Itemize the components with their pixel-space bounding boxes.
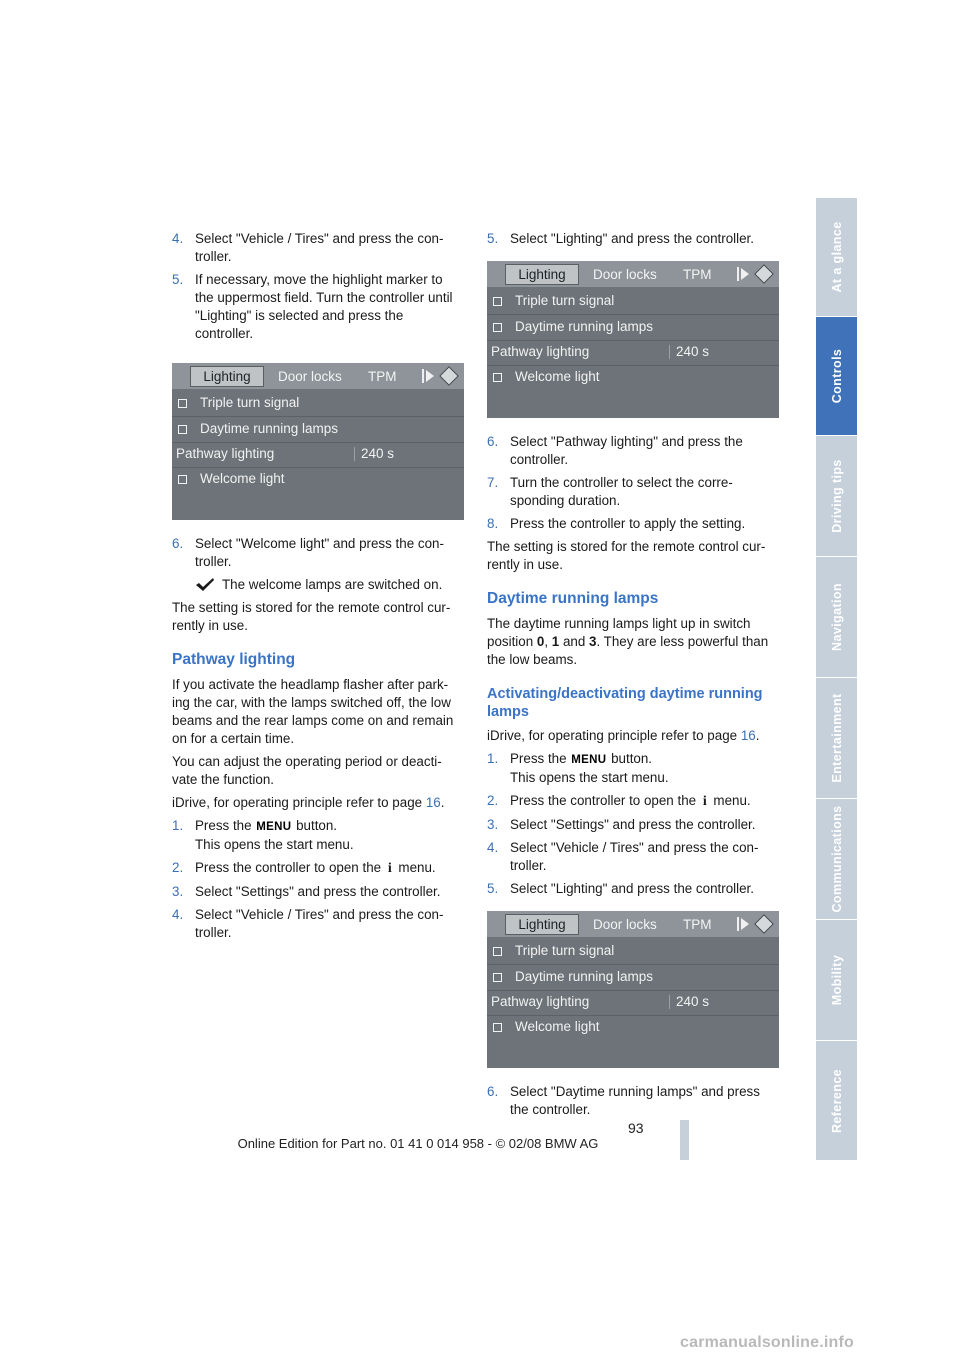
screen-row [172, 417, 464, 441]
sidebar-tab-label: At a glance [829, 221, 844, 293]
step-item [487, 474, 779, 510]
page-number: 93 [628, 1120, 644, 1136]
sidebar-tab-label: Reference [829, 1068, 844, 1133]
checkbox-icon [493, 297, 502, 306]
step-number: 5. [487, 881, 499, 896]
screen-row [487, 340, 779, 364]
screen-tab-tpm: TPM [683, 267, 712, 282]
sidebar-tab-label: Driving tips [829, 459, 844, 533]
step-item [172, 271, 464, 343]
step-number: 2. [487, 793, 499, 808]
step-number: 4. [172, 231, 184, 246]
sidebar-tab-controls[interactable] [816, 317, 857, 436]
step-text: Select "Daytime running lamps" and press the controller. [510, 1084, 760, 1117]
checkbox-icon [493, 373, 502, 382]
step-text: Select "Welcome light" and press the con-troller. [195, 536, 444, 569]
step-item [172, 535, 464, 571]
step-text: Press the [195, 818, 256, 833]
switch-position: 1 [551, 634, 560, 649]
body-text: If you activate the headlamp flasher after park-ing the car, with the lamps switched off, the low beams and the rear lamps come on and remain on for a certain time. [172, 677, 454, 746]
section-heading-pathway: Pathway lighting [172, 651, 296, 668]
sidebar-tab-reference[interactable] [816, 1041, 857, 1160]
pathway-value: 240 s [669, 995, 709, 1009]
step-item [172, 883, 464, 901]
arrow-right-icon [426, 370, 434, 382]
page-link[interactable]: 16 [740, 728, 756, 743]
checkbox-icon [493, 973, 502, 982]
info-icon: i [387, 861, 392, 876]
note-text: The welcome lamps are switched on. [222, 577, 443, 592]
scroll-right-icon [737, 917, 739, 931]
step-text: If necessary, move the highlight marker to the uppermost field. Turn the controller until "Lighting" is selected and press the controller. [195, 272, 453, 341]
screen-row [487, 365, 779, 389]
row-label: Welcome light [200, 471, 285, 486]
footer-bar [680, 1120, 689, 1160]
screen-tab-lighting: Lighting [190, 366, 264, 387]
step-text: Select "Lighting" and press the controller. [510, 881, 754, 896]
idrive-reference [487, 727, 779, 745]
screen-row [487, 965, 779, 989]
stored-text: The setting is stored for the remote control cur-rently in use. [487, 539, 766, 572]
step-number: 6. [487, 1084, 499, 1099]
step-text: Select "Pathway lighting" and press the controller. [510, 434, 743, 467]
sidebar-tab-entertainment[interactable] [816, 678, 857, 799]
step-number: 4. [172, 907, 184, 922]
sidebar-tab-communications[interactable] [816, 799, 857, 920]
row-label: Welcome light [515, 369, 600, 384]
result-note [172, 576, 464, 594]
row-label: Pathway lighting [491, 344, 590, 359]
body-text: You can adjust the operating period or deacti-vate the function. [172, 754, 442, 787]
separator: , [544, 634, 552, 649]
left-column [172, 230, 464, 947]
sidebar-tab-label: Entertainment [829, 693, 844, 783]
row-label: Triple turn signal [515, 293, 615, 308]
step-item [487, 816, 779, 834]
row-label: Triple turn signal [515, 943, 615, 958]
screen-tab-tpm: TPM [683, 917, 712, 932]
checkbox-icon [493, 323, 502, 332]
step-text: Select "Vehicle / Tires" and press the con-troller. [195, 907, 444, 940]
body-text-part: . They are less powerful than the low beams. [487, 634, 769, 667]
reference-text: iDrive, for operating principle refer to page [172, 795, 426, 810]
row-label: Daytime running lamps [200, 421, 339, 436]
step-number: 3. [172, 884, 184, 899]
screen-row [172, 391, 464, 415]
idrive-reference [172, 794, 464, 812]
step-text: Select "Lighting" and press the controller. [510, 231, 754, 246]
step-text: Press the controller to open the [195, 860, 385, 875]
checkbox-icon [493, 1023, 502, 1032]
body-text-part: The daytime running lamps light up in switch position [487, 616, 751, 649]
row-label: Pathway lighting [176, 446, 275, 461]
screen-row [487, 939, 779, 963]
sidebar-tab-driving-tips[interactable] [816, 436, 857, 557]
step-text: Press the [510, 751, 571, 766]
screen-row [487, 315, 779, 339]
page-link[interactable]: 16 [425, 795, 441, 810]
scroll-right-icon [422, 369, 424, 383]
step-item [172, 906, 464, 942]
step-text: This opens the start menu. [510, 770, 669, 785]
reference-suffix: . [755, 728, 760, 743]
screen-row [487, 289, 779, 313]
menu-button-icon: MENU [570, 751, 607, 769]
step-text: Turn the controller to select the corre-sponding duration. [510, 475, 733, 508]
checkbox-icon [493, 947, 502, 956]
step-number: 4. [487, 840, 499, 855]
row-label: Pathway lighting [491, 994, 590, 1009]
idrive-screen-lighting [487, 261, 779, 418]
screen-row [487, 1015, 779, 1039]
reference-text: iDrive, for operating principle refer to page [487, 728, 741, 743]
checkbox-icon [178, 475, 187, 484]
menu-button-icon: MENU [255, 818, 292, 836]
idrive-screen-lighting [487, 911, 779, 1068]
step-item [487, 433, 779, 469]
screen-tab-lighting: Lighting [505, 264, 579, 285]
sidebar-tab-mobility[interactable] [816, 920, 857, 1041]
chapter-sidebar [816, 198, 857, 1160]
checkbox-icon [178, 425, 187, 434]
right-column [487, 230, 779, 1124]
scroll-right-icon [737, 267, 739, 281]
step-item [487, 1083, 779, 1119]
footer-text: Online Edition for Part no. 01 41 0 014 958 - © 02/08 BMW AG [237, 1136, 599, 1151]
step-number: 5. [487, 231, 499, 246]
step-item [487, 750, 779, 787]
row-label: Daytime running lamps [515, 969, 654, 984]
screen-tab-door-locks: Door locks [278, 369, 342, 384]
sidebar-tab-label: Controls [829, 348, 844, 404]
step-text: Select "Settings" and press the controller. [195, 884, 441, 899]
separator: and [559, 634, 590, 649]
step-item [487, 792, 779, 811]
sidebar-tab-at-a-glance[interactable] [816, 198, 857, 317]
screen-tab-lighting: Lighting [505, 914, 579, 935]
step-number: 1. [172, 818, 184, 833]
body-text [487, 615, 779, 669]
sidebar-tab-label: Communications [829, 805, 844, 913]
subsection-heading: Activating/deactivating daytime running lamps [487, 686, 763, 720]
info-icon: i [702, 794, 707, 809]
row-label: Welcome light [515, 1019, 600, 1034]
sidebar-tab-navigation[interactable] [816, 557, 857, 678]
step-text: menu. [709, 793, 751, 808]
switch-position: 0 [536, 634, 545, 649]
step-text: Select "Vehicle / Tires" and press the con-troller. [510, 840, 759, 873]
step-text: menu. [394, 860, 436, 875]
step-item [487, 230, 779, 248]
step-number: 6. [172, 536, 184, 551]
step-item [172, 859, 464, 878]
pathway-value: 240 s [669, 345, 709, 359]
section-heading-daytime: Daytime running lamps [487, 590, 659, 607]
sidebar-tab-label: Navigation [829, 583, 844, 651]
step-number: 7. [487, 475, 499, 490]
step-item [172, 817, 464, 854]
screen-tab-tpm: TPM [368, 369, 397, 384]
step-number: 3. [487, 817, 499, 832]
step-text: This opens the start menu. [195, 837, 354, 852]
step-number: 8. [487, 516, 499, 531]
screen-row [172, 442, 464, 466]
idrive-screen-lighting [172, 363, 464, 520]
step-item [487, 880, 779, 898]
watermark: carmanualsonline.info [680, 1334, 855, 1351]
switch-position: 3 [589, 634, 597, 649]
step-text: button. [607, 751, 653, 766]
step-number: 5. [172, 272, 184, 287]
step-number: 1. [487, 751, 499, 766]
pathway-value: 240 s [354, 447, 394, 461]
step-item [487, 515, 779, 533]
arrow-right-icon [741, 268, 749, 280]
screen-tab-door-locks: Door locks [593, 267, 657, 282]
step-item [172, 230, 464, 266]
screen-row [487, 990, 779, 1014]
sidebar-tab-label: Mobility [829, 954, 844, 1006]
arrow-right-icon [741, 918, 749, 930]
row-label: Daytime running lamps [515, 319, 654, 334]
row-label: Triple turn signal [200, 395, 300, 410]
step-number: 6. [487, 434, 499, 449]
screen-tab-door-locks: Door locks [593, 917, 657, 932]
step-text: button. [292, 818, 338, 833]
step-text: Press the controller to open the [510, 793, 700, 808]
screen-row [172, 467, 464, 491]
checkbox-icon [178, 399, 187, 408]
checkmark-icon [195, 577, 215, 592]
step-text: Press the controller to apply the setting. [510, 516, 746, 531]
stored-text: The setting is stored for the remote control cur-rently in use. [172, 600, 451, 633]
reference-suffix: . [440, 795, 445, 810]
step-text: Select "Vehicle / Tires" and press the con-troller. [195, 231, 444, 264]
step-text: Select "Settings" and press the controller. [510, 817, 756, 832]
step-item [487, 839, 779, 875]
step-number: 2. [172, 860, 184, 875]
